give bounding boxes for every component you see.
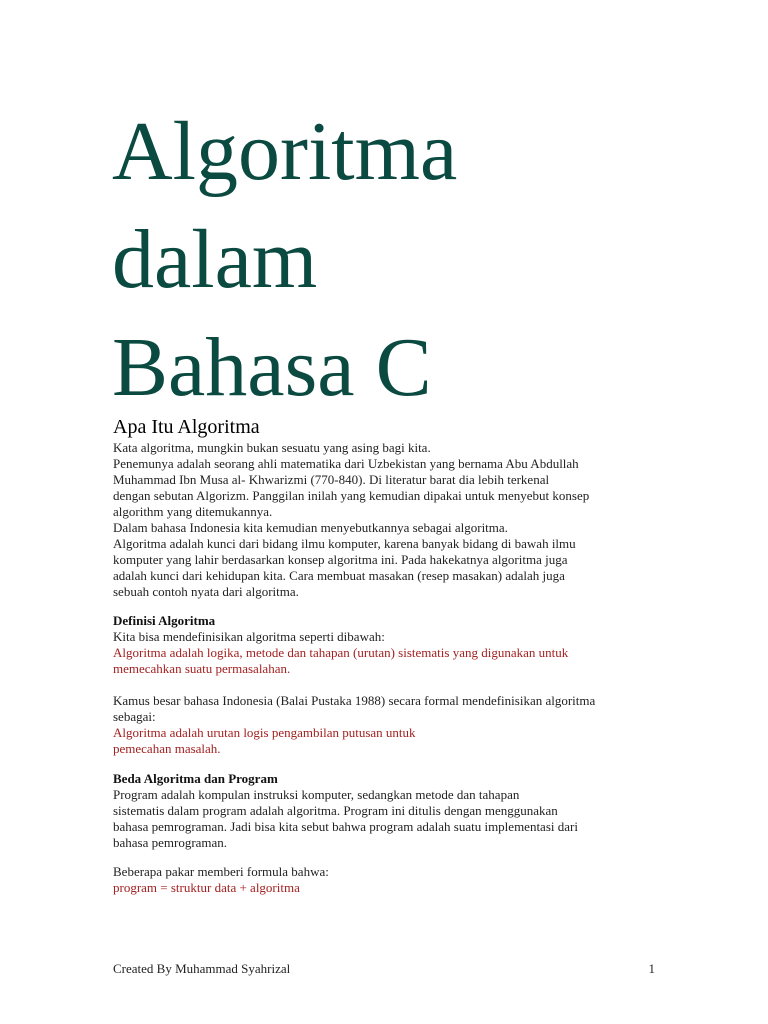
intro-line: dengan sebutan Algorizm. Panggilan inilah yang kemudian dipakai untuk menyebut konsep: [113, 488, 590, 503]
intro-line: Muhammad Ibn Musa al- Khwarizmi (770-840). Di literatur barat dia lebih terkenal: [113, 472, 550, 487]
page-footer: [113, 961, 655, 977]
intro-line: sebuah contoh nyata dari algoritma.: [113, 584, 299, 599]
definition-2-line: pemecahan masalah.: [113, 741, 221, 756]
beda-line: Program adalah kompulan instruksi komputer, sedangkan metode dan tahapan: [113, 787, 520, 802]
beda-line: bahasa pemrograman. Jadi bisa kita sebut bahwa program adalah suatu implementasi dari: [113, 819, 578, 834]
definisi-lead: Kita bisa mendefinisikan algoritma seperti dibawah:: [113, 629, 385, 644]
intro-line: algorithm yang ditemukannya.: [113, 504, 273, 519]
formula-section: [113, 864, 673, 896]
intro-line: adalah kunci dari kehidupan kita. Cara membuat masakan (resep masakan) adalah juga: [113, 568, 565, 583]
definisi-section: [113, 613, 673, 677]
title-line-1: Algoritma: [112, 105, 458, 198]
kamus-line: sebagai:: [113, 709, 156, 724]
intro-line: Dalam bahasa Indonesia kita kemudian menyebutkannya sebagai algoritma.: [113, 520, 508, 535]
title-line-2: dalam: [112, 213, 318, 306]
document-title: [112, 98, 712, 422]
definition-2-line: Algoritma adalah urutan logis pengambilan putusan untuk: [113, 725, 416, 740]
intro-line: Kata algoritma, mungkin bukan sesuatu yang asing bagi kita.: [113, 440, 431, 455]
section-heading: Apa Itu Algoritma: [113, 416, 260, 438]
page-number: 1: [648, 961, 655, 976]
title-line-3: Bahasa C: [112, 321, 432, 414]
beda-line: bahasa pemrograman.: [113, 835, 228, 850]
kamus-line: Kamus besar bahasa Indonesia (Balai Pustaka 1988) secara formal mendefinisikan algoritma: [113, 693, 596, 708]
definition-1-line: Algoritma adalah logika, metode dan tahapan (urutan) sistematis yang digunakan untuk: [113, 645, 569, 660]
formula-text: program = struktur data + algoritma: [113, 880, 300, 895]
intro-line: Algoritma adalah kunci dari bidang ilmu komputer, karena banyak bidang di bawah ilmu: [113, 536, 576, 551]
footer-author: Created By Muhammad Syahrizal: [113, 961, 291, 976]
beda-section: [113, 771, 673, 851]
intro-paragraph: [113, 440, 673, 600]
definisi-heading: Definisi Algoritma: [113, 613, 216, 628]
beda-line: sistematis dalam program adalah algoritma. Program ini ditulis dengan menggunakan: [113, 803, 558, 818]
kamus-section: [113, 693, 673, 757]
definition-1-line: memecahkan suatu permasalahan.: [113, 661, 291, 676]
formula-lead: Beberapa pakar memberi formula bahwa:: [113, 864, 329, 879]
beda-heading: Beda Algoritma dan Program: [113, 771, 278, 786]
intro-line: komputer yang lahir berdasarkan konsep algoritma ini. Pada hakekatnya algoritma juga: [113, 552, 568, 567]
intro-line: Penemunya adalah seorang ahli matematika dari Uzbekistan yang bernama Abu Abdullah: [113, 456, 579, 471]
